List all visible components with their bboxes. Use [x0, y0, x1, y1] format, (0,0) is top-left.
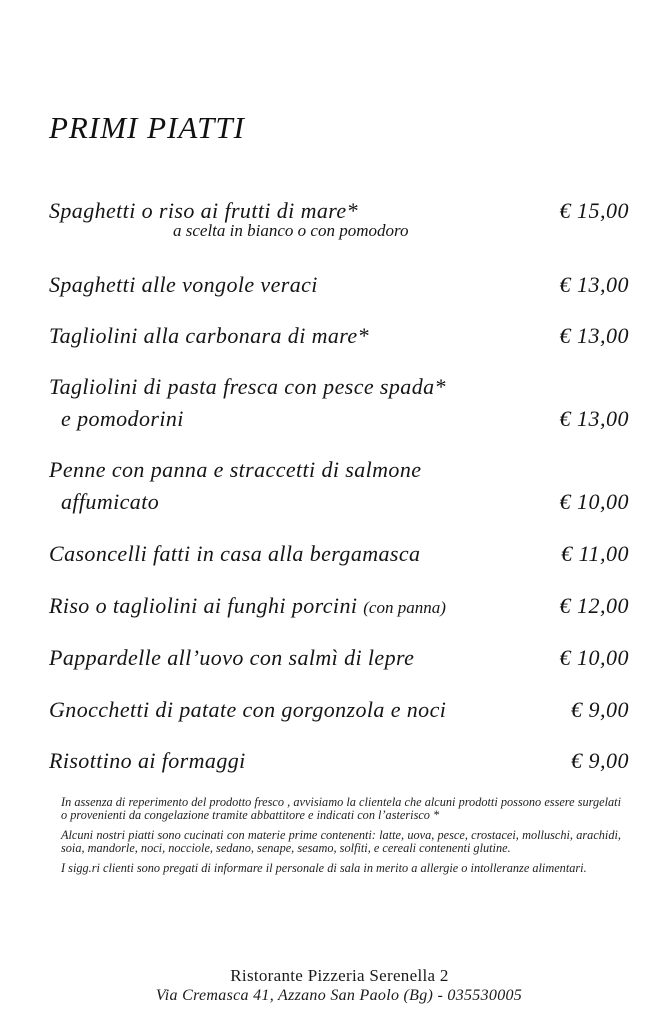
dish-name: Gnocchetti di patate con gorgonzola e noci: [49, 697, 447, 722]
section-title: PRIMI PIATTI: [49, 110, 245, 145]
allergy-request-notice: I sigg.ri clienti sono pregati di informare il personale di sala in merito a allergie o intolleranze alimentari.: [61, 861, 587, 875]
dish-price: € 9,00: [571, 748, 629, 773]
dish-price: € 11,00: [561, 541, 629, 566]
dish-price: € 13,00: [559, 323, 629, 348]
dish-name: Tagliolini di pasta fresca con pesce spada*: [49, 374, 446, 399]
dish-price: € 13,00: [559, 272, 629, 297]
restaurant-address: Via Cremasca 41, Azzano San Paolo (Bg) - 035530005: [155, 987, 523, 1004]
menu-item: [49, 538, 629, 570]
dish-name: Pappardelle all’uovo con salmì di lepre: [49, 645, 415, 670]
dish-name: Risottino ai formaggi: [49, 748, 246, 773]
dish-name: Casoncelli fatti in casa alla bergamasca: [49, 541, 421, 566]
dish-price: € 12,00: [559, 593, 629, 618]
footer: [0, 966, 665, 1006]
restaurant-name: Ristorante Pizzeria Serenella 2: [230, 966, 449, 985]
allergens-notice: Alcuni nostri piatti sono cucinati con materie prime contenenti: latte, uova, pesce, crostacei, molluschi, arachidi, soia, mandorle, noci, nocciole, sedano, senape, sesamo, solfiti, e cereali contenenti glutine.: [61, 828, 621, 855]
menu-item: [49, 195, 629, 241]
dish-name: Spaghetti alle vongole veraci: [49, 272, 318, 297]
dish-name: [49, 590, 629, 624]
menu-item: [49, 642, 629, 674]
menu-item: [49, 371, 629, 435]
menu-item: [49, 320, 629, 352]
menu-item: [49, 590, 629, 624]
dish-price: € 13,00: [559, 406, 629, 431]
dish-price: € 10,00: [559, 489, 629, 514]
dish-subtitle: a scelta in bianco o con pomodoro: [173, 221, 409, 240]
dish-name: Penne con panna e straccetti di salmone: [49, 457, 422, 482]
frozen-products-notice: In assenza di reperimento del prodotto fresco , avvisiamo la clientela che alcuni prodotti possono essere surgelati o provenienti da congelazione tramite abbattitore e indicati con l’asterisco *: [61, 795, 621, 822]
dish-name: Spaghetti o riso ai frutti di mare*: [49, 198, 358, 223]
dish-note: (con panna): [363, 598, 446, 617]
menu-item: [49, 694, 629, 726]
dish-name: Tagliolini alla carbonara di mare*: [49, 323, 369, 348]
menu-item: [49, 454, 629, 518]
dish-price: € 15,00: [559, 198, 629, 223]
dish-name-text: Riso o tagliolini ai funghi porcini: [49, 593, 358, 618]
dish-price: € 10,00: [559, 645, 629, 670]
dish-name-continued: e pomodorini: [61, 406, 184, 431]
dish-price: € 9,00: [571, 697, 629, 722]
dish-name-continued: affumicato: [61, 489, 160, 514]
notes-section: [61, 796, 621, 882]
menu-item: [49, 269, 629, 301]
menu-item: [49, 745, 629, 777]
